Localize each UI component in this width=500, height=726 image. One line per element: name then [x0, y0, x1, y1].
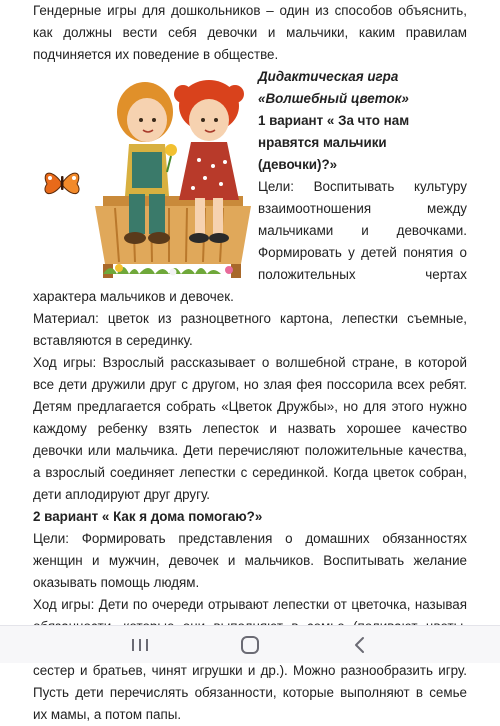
children-illustration: [33, 68, 258, 280]
recents-button[interactable]: [120, 632, 160, 657]
recents-icon: [130, 637, 150, 653]
variant1-process: Ход игры: Взрослый рассказывает о волшебной стране, в которой все дети дружили друг с другом, но злая фея поссорила всех ребят. Детям предлагается собрать «Цветок Дружбы», но для этого нужно каждому ребенку взять лепесток и назвать хорошее качество девочки или мальчика. Дети перечисляют положительные качества, а взрослый соединяет лепестки с серединкой. Когда цветок собран, дети аплодируют друг другу.: [33, 355, 467, 502]
document-body: [33, 0, 467, 726]
home-button[interactable]: [230, 632, 270, 657]
children-on-bench-image: [33, 68, 258, 280]
variant1-goals: Цели: Воспитывать культуру взаимоотношения между мальчиками и девочками. Формировать у детей понятия о положительных чертах характера мальчиков и девочек.: [33, 179, 467, 304]
intro-paragraph: Гендерные игры для дошкольников – один из способов объяснить, как должны вести себя девочки и мальчики, каким правилам подчиняется их поведение в обществе.: [33, 3, 467, 62]
butterfly-icon: [45, 173, 79, 194]
back-icon: [353, 636, 367, 654]
game-title: Дидактическая игра «Волшебный цветок»: [258, 69, 409, 106]
variant1-title: 1 вариант « За что нам нравятся мальчики (девочки)?»: [258, 113, 410, 172]
variant2-title: 2 вариант « Как я дома помогаю?»: [33, 509, 263, 524]
navigation-bar: [0, 625, 500, 663]
back-button[interactable]: [340, 632, 380, 657]
variant1-material: Материал: цветок из разноцветного картона, лепестки съемные, вставляются в серединку.: [33, 311, 467, 348]
variant2-process: Ход игры: Дети по очереди отрывают лепестки от цветочка, называя сестер и братьев, чинят игрушки и др.). Можно разнообразить игру. Пусть дети перечислять обязанности, которые выполняют в семье их мамы, а потом папы.: [33, 597, 467, 722]
home-icon: [240, 635, 260, 655]
variant2-goals: Цели: Формировать представления о домашних обязанностях женщин и мужчин, девочек и мальчиков. Воспитывать желание оказывать помощь людям.: [33, 531, 467, 590]
